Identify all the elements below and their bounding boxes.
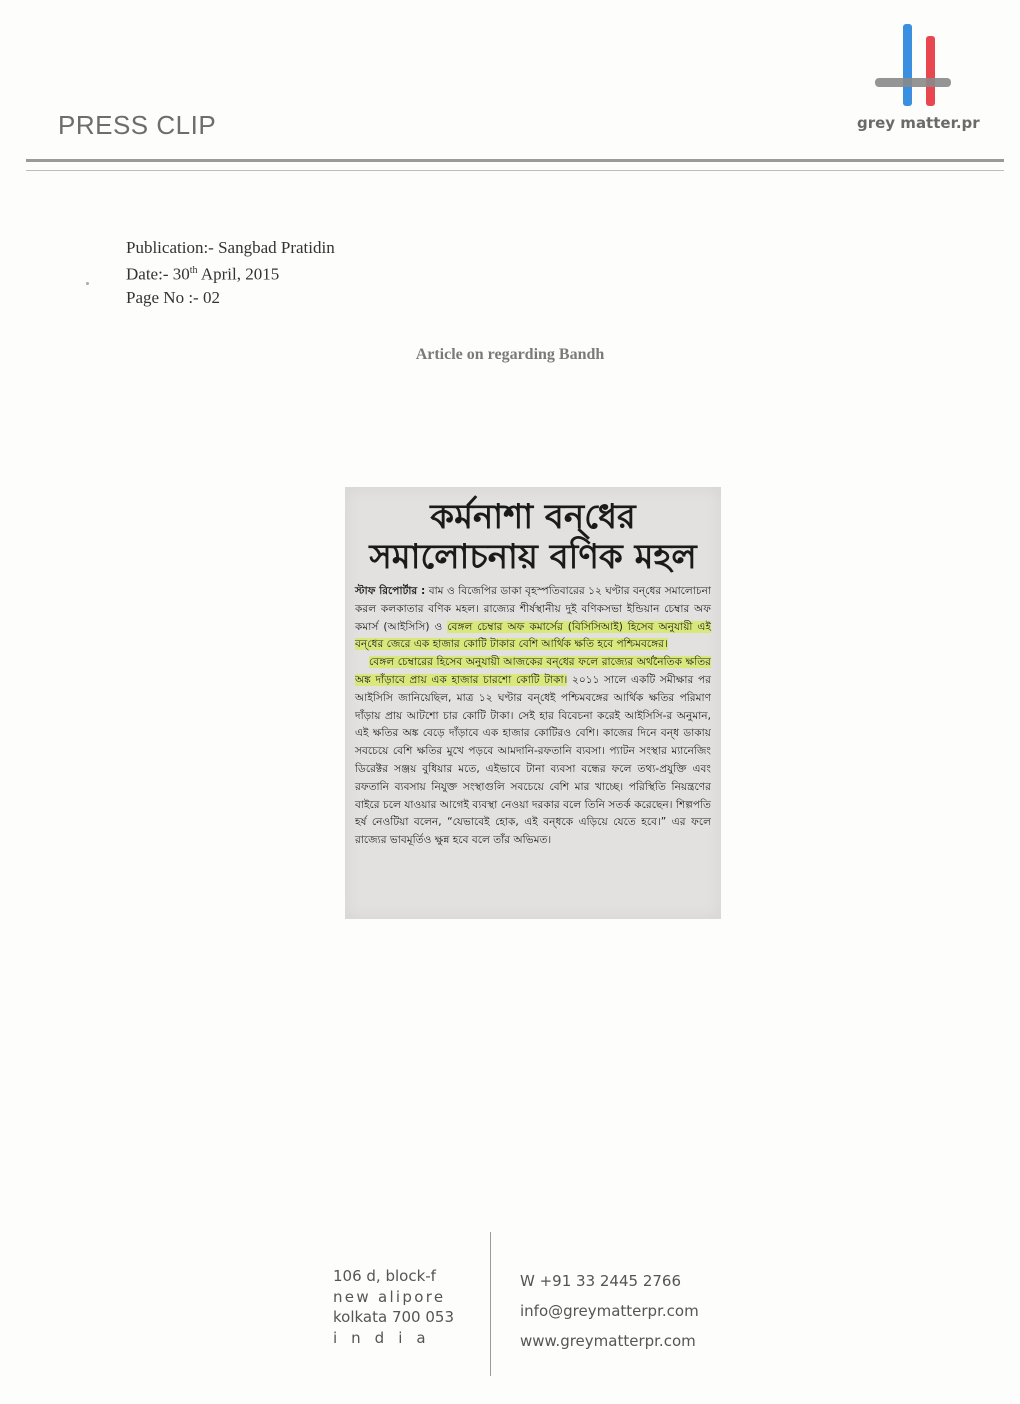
address-line-3: kolkata 700 053 (333, 1308, 454, 1326)
grey-matter-logo (855, 22, 980, 137)
header-rule (26, 159, 1004, 162)
address-line-2: new alipore (333, 1287, 446, 1306)
phone-number: W +91 33 2445 2766 (520, 1272, 681, 1290)
logo-text: grey matter.pr (857, 114, 980, 132)
email-link[interactable]: info@greymatterpr.com (520, 1302, 699, 1320)
article-caption: Article on regarding Bandh (415, 346, 605, 363)
paragraph-1 (355, 583, 711, 654)
date-suffix: April, 2015 (197, 264, 280, 284)
highlighted-text: বেঙ্গল চেম্বারের হিসেব অনুযায়ী আজকের বন্‌ধের ফলে রাজ্যের অর্থনৈতিক ক্ষতির অঙ্ক দাঁড়াবে প্রায় এক হাজার চারশো কোটি টাকা। (355, 656, 711, 686)
clip-metadata (126, 236, 335, 309)
newspaper-clipping (345, 487, 721, 919)
press-clip-title: PRESS CLIP (58, 110, 217, 140)
paragraph-2 (355, 654, 711, 850)
date-superscript: th (189, 265, 198, 276)
address-country: india (333, 1328, 440, 1347)
headline-line-2: সমালোচনায় বণিক মহল (369, 537, 697, 577)
headline-line-1: কর্মনাশা বন্‌ধের (430, 497, 636, 537)
address-line-1: 106 d, block-f (333, 1267, 436, 1285)
scan-speck (86, 282, 89, 285)
footer-contact (520, 1266, 699, 1356)
publication-line: Publication:- Sangbad Pratidin (126, 238, 335, 257)
highlighted-text: বেঙ্গল চেম্বার অফ কমার্সের (বিসিসিআই) হিসেব অনুযায়ী এই বন্‌ধের জেরে এক হাজার কোটি টাকার বেশি আর্থিক ক্ষতি হবে পশ্চিমবঙ্গের। (355, 620, 711, 651)
article-body (355, 583, 711, 850)
header-rule-thin (26, 170, 1004, 171)
paragraph-1-text: বাম ও বিজেপির ডাকা বৃহস্পতিবারের ১২ ঘণ্টার বন্‌ধের সমালোচনা করল কলকাতার বণিক মহল। রাজ্যের শীর্ষস্থানীয় দুই বণিকসভা ইন্ডিয়ান চেম্বার অফ কমার্স (আইসিসি) ও (355, 585, 711, 633)
footer-address (333, 1266, 454, 1348)
date-line (126, 259, 335, 286)
website-link[interactable]: www.greymatterpr.com (520, 1332, 696, 1350)
grey-matter-logo-icon (873, 22, 953, 112)
footer-divider (490, 1232, 491, 1376)
page-line: Page No :- 02 (126, 287, 220, 307)
paragraph-2-text: ২০১১ সালে একটি সমীক্ষার পর আইসিসি জানিয়েছিল, মাত্র ১২ ঘণ্টার বন্‌ধেই পশ্চিমবঙ্গের আর্থিক ক্ষতির পরিমাণ দাঁড়ায় প্রায় আটশো চার কোটি টাকা। সেই হার বিবেচনা করেই আইসিসি-র অনুমান, এই ক্ষতির অঙ্ক বেড়ে দাঁড়াবে এক হাজার কোটিরও বেশি। কাজের দিনে বন্‌ধ ডাকায় সবচেয়ে বেশি ক্ষতির মুখে পড়বে আমদানি-রফতানি ব্যবসা। প্যাটন সংস্থার ম্যানেজিং ডিরেক্টর সঞ্জয় বুধিয়ার মতে, এইভাবে টানা ব্যবসা বন্ধের ফলে তথ্য-প্রযুক্তি এবং রফতানি ব্যবসায় নিযুক্ত সংস্থাগুলি সবচেয়ে বেশি মার খাচ্ছে। পরিস্থিতি নিয়ন্ত্রণের বাইরে চলে যাওয়ার আগেই ব্যবস্থা নেওয়া দরকার বলে তিনি সতর্ক করেছেন। শিল্পপতি হর্ষ নেওটিয়া বলেন, “যেভাবেই হোক, এই বন্‌ধকে এড়িয়ে যেতে হবে।” এর ফলে রাজ্যের ভাবমূর্তিও ক্ষুন্ন হবে বলে তাঁর অভিমত। (355, 673, 711, 847)
date-prefix: Date:- 30 (126, 264, 190, 284)
byline: স্টাফ রিপোর্টার : (355, 585, 426, 597)
